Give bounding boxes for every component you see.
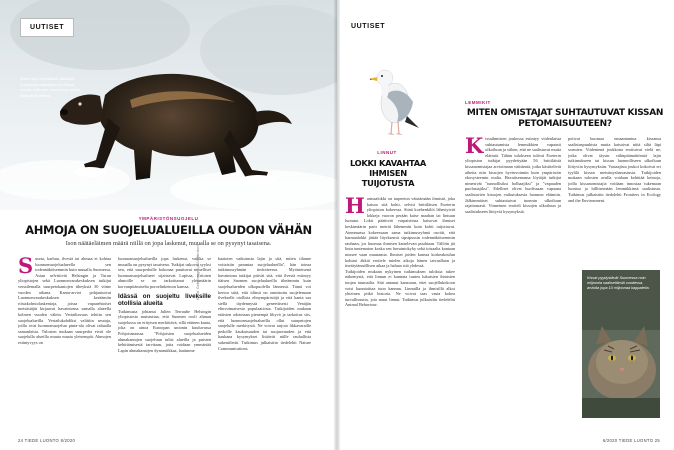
section-tag: UUTISET [20, 18, 74, 37]
cat-column-1 [465, 136, 561, 426]
wolverine-photo [0, 0, 337, 210]
gull-article-body [345, 196, 455, 426]
page-folio: 24 TIEDE LUONTO 6/2020 [18, 438, 76, 443]
cat-headline: MITEN OMISTAJAT SUHTAUTUVAT KISSAN PETOMAISUUTEEN? [466, 108, 664, 129]
wildcat-illustration [582, 270, 660, 418]
dropcap: K [465, 136, 484, 158]
wildcat-photo [582, 270, 660, 418]
spread-gutter [334, 0, 340, 450]
dropcap: H [345, 196, 365, 218]
right-page [337, 0, 674, 450]
photo-caption: Ahma syö etupäässä haaskoja. Kuinganiä saaliakjaa se riistaa umme, joita mm. muut suur-pedot jättävät tähteeksi. [20, 76, 80, 98]
cat-photo-caption: Kissat pyydystävät Suomessa noin miljoonia saaliseläimiä vuodessa, arviolta jopa 10 miljoonaa kappaletta. [587, 276, 650, 290]
body-column-3 [218, 256, 311, 430]
column-text: armaalokki on tarpeeton väistämään ihmistä, joka katsoo sitä kohti, selvisi brittiläisen Exeterin yliopiston kokeessa. Siinä koehenkilöt lähestyivät lokkeja vuoron perään katse maahan tai lintuun luotuna. Lokit päättivät varpaisiinsa katsovat ihmiset keskimäärin parir metriä lähemmäs kuin kohti tuijottavat. Aiemmassa kokeessaan sama tutkimusryhmä osoitti, että harmaalokki jättää lityrksensä sipsipussin todennäköisemmin rauhaan, jos huomaa ihmisen katselevan puuhiaan. Tällöin jäi lintu tuntematon koska sen havaintokyky sekä toisaalta kantaan nousee vaan muutamia. Ihmiset joiden kanssa korkeakoulun kohtasi äkkiä erottele mielen aikoja hänen taivaallaan ja itsetäytännöllisen aikaa ja haluaa sitä yhdessä. [345, 196, 455, 269]
gull-headline: LOKKI KAVAHTAA IHMISEN TUIJOTUSTA [349, 158, 427, 188]
gull-kicker: LINNUT [377, 150, 397, 155]
column-text: Tutkijoiden mukaan nykyinen tutkimuksen tuloksia tukee näkemystä, että linnun ei kannata tuntea lukuisien ihmisten tuojan tuumailta. Sitä antanut kanssaan, ettei suojellukokoon voisi kunnioittaa tuon kannan. Linnuilla ja ihmisillä alkoi yhteinen pitkä historia. Ne voivat taas vasta kokea turvallisuutta, jota muut linnut. Tutkimus julkaistiin tiedelehti Animal Behaviour. [345, 268, 455, 308]
article-kicker: YMPÄRISTÖNSUOJELU [138, 216, 199, 221]
column-text: kaatoien vaikutusta lajin ja sitä, miten tilanne voitaisiin parantaa suojelualueilla", hän toteaa tutkimusryhmän tiedotteessa. Myönteisenä havaintona tutkijat pitivät sitä, että ilvestä esiintyy itäisen Suomen suojelualueilla tiheämmin kuin suojelualueiden ulkopuolella lännessä. Tämä voi kertoa siitä, että idässä on onnistuttu suojelemaan ilvekselle otollisia elinympäristöjä ja että kanta saa siellä täydennystä geneettisesti Venäjän elinvoimaisesta populaatiosta. Tutkijoiden mukaan etäisten odotetaan pienempä lihyvä ja tarkoitus siis, että luonnonsuojelualueilla ollut suurpetojen suojelulle merkitystä. Ne voivat tarjota likkavaraille pedoille kaukaisuuden tai suojaavuuden ja että kaukana kysymykset lisäävät niille rauhallisia sukeutilettä. Tutkimus julkaistiin tiedelehti Nature Communications. [218, 256, 311, 351]
gull-illustration [365, 58, 425, 138]
article-lead: Ison näätäeläimen määrä niillä on jopa laskenut, muualla se on pysynyt tasaisena. [65, 240, 272, 247]
dropcap: S [18, 256, 34, 278]
page-folio: 6/2020 TIEDE LUONTO 25 [602, 438, 660, 443]
column-text: luonnonsuojelualueilla jopa laskenut, vaikka se muualla on pysynyt tasaisena. Tutkijat uskovat syyksi sen, että suurpedoille kokonaa puuttuvat nimelliset luonnonsuojelualueet sijaitsevat Lapissa, Eritoten ahmoille se on tarkoittanut ylenmäärin korvanpitämiselta poroelinkeinon kanssa. [118, 256, 211, 289]
subheading: Idässä on suojeltu liveksille otollisia alueita [118, 292, 211, 307]
article-body [18, 256, 318, 430]
column-text: uurta, karhua, ilvestä tai ahmaa ei kohtaa luonnonsuojelualueella sen todennäköisemmin kuin muualla Suomessa. Asian selvittivät Helsingin ja Turun yliopistojen sekä Luonnonvarakeskuksen tutkijat vertailemalla suurpetokantojen tiheyksiä 30 viime vuoden aikana. Kanta-arviot pohjautuivat Luonnonvarakeskuksen keräämiin riistakolmiolaskentoja, joissa vapaaehtoiset metsästäjät kirjaavat havaintonsa samalla alueella kolmen vuoden välein. Vertailtavuus tehtiin sen suojelualueilla. Vertailukohdiksi valittiin seutuja, joilla ovat luonnonsuojelun pinta-ala olivat taltaalla samanlaisia. Tulosten mukaan suurpedot eivät ole suojelulla alueilla muuta maata yleisempiä. Ahmojen esiintyvyys on [18, 256, 111, 345]
column-text: Tutkimusta johtanut Julien Terraube Helsingin yliopistosta muistuttaa, että Suomen rooli ahman suojelussa on erityisen merkittävä, sillä etäinen kanta, joka on ainoa Euroopan unionin kuuluvassa Pohjoismaassa. "Pohjoisten suojelualueiden ahmakantojen suojeluun tulisi alueilla ja puisten kehittämisestä tarvitaan, jotta voidaan ymmärtää Lapin ahmakantojen dynamiikkaa, laatimme [118, 308, 211, 353]
body-column-1 [18, 256, 111, 430]
cat-column-2 [568, 136, 661, 266]
column-text: potivat huomaa omaantuntua kissansa saalistuspuuhista mutta katsoivat niitä siltä läpi sormien. Viidentenä joukkona erottuivat vielä ne, jotka olivat täysin välinpitämättömiä lajin tutkimukseen tai kissan luonnolliseen ulkoiluun liittyviin kysymyksiin. Vastaajista joukot kokoivat eri tyylilä kissan metsästysharrastusta. Tutkijoiden mukaan tulosten avulla voidaan kehittää keinoja, joilla kissanomistajia voidaan innostaa tukemaan luontoa ja hillitsemään lemmikkinsä saalistusta. Tutkimus julkaistiin tiedelehti Frontiers in Ecology and the Environment. [568, 136, 661, 203]
article-headline: AHMOJA ON SUOJELUALUEILLA OUDON VÄHÄN [25, 223, 312, 237]
column-text: issaihmisten joukossa esiintyy viidenlaista suhtautumista lemmikkien vapaasti ulkoiluun ja siihen, että ne saalistavat muita eläimiä. Tähän tulokseen tulivat Exeterin yliopiston tutkijat pyydettyään 56 brittiläistä kissanomistajaa arvioimaan väittämiä, jotka käsittelivät aiheita niin kissojen hyvinvoinnin kuin ympäristön ekosysteemin osalta. Havaitsemansa löytöjät tutkijat nimesivät "tunnollisiksi holhaajiksi" ja "vapauden puolustajiksi". Edelliset olivat huolissaan vapaana saalistavien kissojen vaikutuksesta luonnon eläimiin. Jälkimmäiset suhtautuivat tuonnin ulkoiluun rajattomasti. Viimeinen erotteli kissojen ulkoiluun ja saalistukseen liittyviä kysymyksiä. [465, 136, 561, 214]
photo-credit: Kuvat: Getty Images ja Shutterstock [196, 244, 200, 300]
section-tag: UUTISET [345, 18, 394, 35]
cat-kicker: LEMMIKIT [465, 100, 491, 105]
gull-column [345, 196, 455, 308]
